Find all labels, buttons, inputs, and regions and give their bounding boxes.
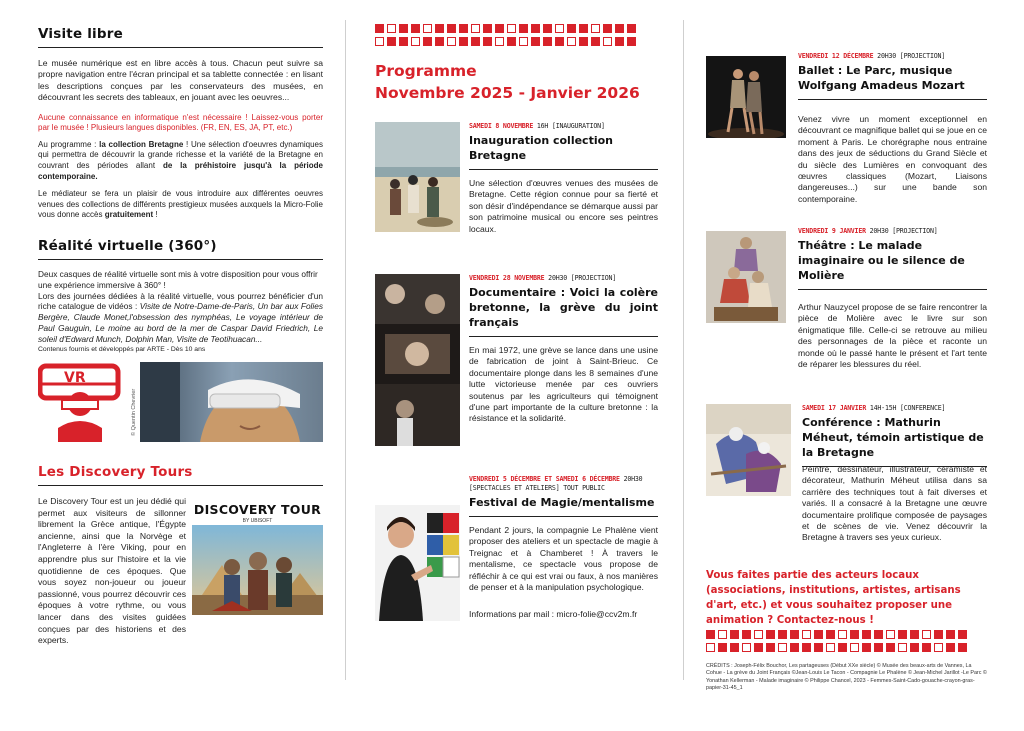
event-details <box>469 475 658 621</box>
visite-libre-mediateur <box>38 189 323 221</box>
event-rule <box>469 336 658 337</box>
decorative-squares-bottom <box>706 630 967 652</box>
event-details <box>469 274 658 425</box>
event-rule <box>469 169 658 170</box>
decorative-squares-top <box>375 24 636 46</box>
text-bold: gratuitement <box>104 210 154 220</box>
visite-libre-note: Aucune connaissance en informatique n'est nécessaire ! Laissez-vous porter par le musée ! Plusieurs langues disponibles. (FR, EN, ES, JA, PT, etc.) <box>38 112 323 133</box>
event-rule <box>469 516 658 517</box>
event-title: Ballet : Le Parc, musique Wolfgang Amadeus Mozart <box>798 64 965 92</box>
vr-label: VR <box>64 370 86 386</box>
call-to-action: Vous faites partie des acteurs locaux (associations, institutions, artistes, artisans d'art, etc.) et vous souhaitez proposer une animation ? Contactez-nous ! <box>706 570 961 626</box>
realite-catalogue <box>38 291 323 345</box>
text-fragment: Le médiateur se fera un plaisir de vous introduire aux différentes oeuvres venues des collections de différents prestigieux musées auxquels la Micro-Folie vous donne accès <box>38 188 323 220</box>
event-description: Venez vivre un moment exceptionnel en découvrant ce magnifique ballet qui se joue en ce moment à Paris. Le chorégraphe nous entraine dans des jeux de séductions du Grand Siècle et du siècle des Lumières en convoquant des œuvres classiques (Mozart, Liaisons dangereuses...) sur une bande son contemporaine. <box>798 114 987 204</box>
event-date: VENDREDI 28 NOVEMBRE <box>469 274 545 282</box>
event-rule <box>798 99 987 100</box>
event-festival-magie <box>375 475 658 665</box>
event-type: [SPECTACLES ET ATELIERS] TOUT PUBLIC <box>469 484 605 492</box>
event-date: SAMEDI 17 JANVIER <box>802 404 867 412</box>
section-rule <box>38 485 323 486</box>
event-image-ballet <box>706 56 786 138</box>
event-description: Pendant 2 jours, la compagnie Le Phalène vient proposer des ateliers et un spectacle de magie à Treignac et à Chamberet ! À travers le mentalisme, ce spectacle vous propose de réfléchir à ce qui est vrai ou faux, à nos manières de penser et à la manipulation psychologique. <box>469 525 658 593</box>
section-title-realite-virtuelle: Réalité virtuelle (360°) <box>38 238 217 254</box>
discovery-tour-logo <box>192 502 323 524</box>
event-description: En mai 1972, une grève se lance dans une usine de fabrication de joint à Saint-Brieuc. Ce documentaire plonge dans les 8 semaines d'une lutte victorieuse menée par ces ouvriers soutenus par les agriculteurs qui témoignent d'une part importante de la culture bretonne : la résistance et la solidarité. <box>469 345 658 424</box>
event-time-type: 16H [INAUGURATION] <box>533 122 605 130</box>
event-image-painting-beach <box>375 122 460 232</box>
programme-title <box>375 60 640 104</box>
event-meta <box>469 274 658 283</box>
event-description: Une sélection d'œuvres venues des musées de Bretagne. Cette région connue pour sa fierté et son désir d'indépendance se démarque aussi par son patrimoine musical ou encore ses peintres locaux. <box>469 178 658 234</box>
column-divider <box>345 20 346 680</box>
event-meta <box>469 475 658 484</box>
event-image-theatre <box>706 231 786 323</box>
realite-intro: Deux casques de réalité virtuelle sont mis à votre disposition pour vous offrir une expérience immersive à 360° ! <box>38 269 318 290</box>
visite-libre-intro: Le musée numérique est en libre accès à tous. Chacun peut suivre sa propre navigation entre l'écran principal et sa tablette connectée : en lisant les descriptions conçues par les conservateurs des musées, en découvrant les secrets des tableaux, en jouant avec les oeuvres... <box>38 58 323 103</box>
text-bold: la collection Bretagne <box>99 139 184 149</box>
event-image-documentary <box>375 274 460 446</box>
event-title: Festival de Magie/mentalisme <box>469 496 655 509</box>
event-ballet <box>706 52 987 222</box>
event-details <box>798 227 987 370</box>
column-divider <box>683 20 684 680</box>
event-time-type: 20H30 [PROJECTION] <box>865 227 938 235</box>
event-details <box>798 52 987 205</box>
text-bold: de la préhistoire jusqu'à la période contemporaine. <box>38 161 323 182</box>
text-fragment: Au programme : <box>38 139 100 149</box>
event-documentaire <box>375 274 658 454</box>
event-rule <box>798 289 987 290</box>
text-fragment: ! Une sélection d'oeuvres dynamiques qui permettra de découvrir la grande richesse et la variété de la Bretagne en couvrant des périodes allant <box>38 139 323 171</box>
event-date: VENDREDI 12 DÉCEMBRE <box>798 52 874 60</box>
visite-libre-programme <box>38 140 323 183</box>
event-title: Théâtre : Le malade imaginaire ou le silence de Molière <box>798 239 965 282</box>
section-rule <box>38 259 323 260</box>
event-contact: Informations par mail : micro-folie@ccv2m.fr <box>469 609 638 620</box>
event-theatre <box>706 227 987 407</box>
discovery-logo-text: DISCOVERY TOUR <box>193 502 322 517</box>
event-image-mentalist <box>375 505 460 621</box>
event-date: SAMEDI 8 NOVEMBRE <box>469 122 534 130</box>
event-time-type: 14H-15H [CONFERENCE] <box>866 404 946 412</box>
event-meta <box>802 404 987 413</box>
vr-user-photo <box>140 362 323 442</box>
section-title-visite-libre: Visite libre <box>38 26 123 42</box>
event-details <box>469 122 658 235</box>
realite-virtuelle-section <box>38 238 323 354</box>
visite-libre-section <box>38 26 323 221</box>
vr-headset-icon <box>38 362 128 444</box>
event-date: VENDREDI 5 DÉCEMBRE ET SAMEDI 6 DÉCEMBRE <box>469 475 620 483</box>
discovery-text: Le Discovery Tour est un jeu dédié qui permet aux visiteurs de sillonner librement la Grèce antique, l'Égypte ancienne, ainsi que la Norvège et l'Angleterre à l'ère Viking, pour en apprendre plus sur l'histoire et la vie quotidienne de ces époques. Que vous soyez non-joueur ou joueur passionné, vous pourrez découvrir ces époques à votre rythme, ou vous lancer dans des visites guidées conçues par des historiens et des experts. <box>38 496 186 646</box>
event-meta <box>798 227 987 236</box>
event-inauguration <box>375 122 658 237</box>
discovery-tour-image <box>192 525 323 615</box>
event-description: Peintre, dessinateur, illustrateur, céramiste et décorateur, Mathurin Méheut utilisa dans sa carrière des techniques tout à fait diverses et variés. Il a consacré à la Bretagne une œuvre documentaire prolifique composée de paysages et de scènes de vie. Venez découvrir la Bretagne à travers ses yeux curieux. <box>802 464 987 543</box>
credits: CRÉDITS : Joseph-Félix Bouchor, Les partageuses (Début XXe siècle) © Musée des beaux-arts de Vannes, La Cohue - La grève du Joint Français ©Jean-Louis Le Tacon - Compagnie Le Phalène © Jean-Michel Jarillot -Le Parc © Yonathan Kellerman - Malade imaginaire © Philippe Chancel, 2023 - Femmes-Saint-Cado-gouache-crayon-gras-papier-31-45_1 <box>706 663 987 692</box>
text-fragment: Lors des journées dédiées à la réalité virtuelle, vous pourrez bénéficier d'un riche catalogue de vidéos : <box>38 290 323 312</box>
event-description: Arthur Nauzycel propose de se faire rencontrer la pièce de Molière avec le livre sur son énigmatique fille. Celle-ci se retrouve au milieu des personnages de la pièce et raconte un monde où le passé hante le présent et l'art tente de réparer les blessures du réel. <box>798 302 987 370</box>
event-date: VENDREDI 9 JANVIER <box>798 227 866 235</box>
event-title: Conférence : Mathurin Méheut, témoin artistique de la Bretagne <box>802 416 984 459</box>
text-fragment: ! <box>153 210 158 220</box>
event-title: Inauguration collection Bretagne <box>469 134 613 162</box>
programme-title-line2: Novembre 2025 - Janvier 2026 <box>375 84 640 102</box>
event-time-type: 20H30 [PROJECTION] <box>544 274 617 282</box>
realite-source: Contenus fournis et développés par ARTE - Dès 10 ans <box>38 345 206 353</box>
event-meta <box>798 52 987 61</box>
event-conference <box>706 404 987 564</box>
event-title: Documentaire : Voici la colère bretonne, la grève du joint français <box>469 286 658 329</box>
event-time: 20H30 <box>619 475 643 483</box>
photo-credit: © Quentin Chevrier <box>131 388 137 436</box>
event-image-meheut-painting <box>706 404 791 496</box>
section-rule <box>38 47 323 48</box>
section-title-discovery: Les Discovery Tours <box>38 464 193 480</box>
text-italic: Visite de Notre-Dame-de-Paris, Un bar aux Folies Bergère, Claude Monet,l'obsession des nymphéas, Le voyage intérieur de Paul Gauguin, Le moine au bord de la mer de Caspar David Friedrich, Le soleil d'Edward Munch, Dolphin Man, Visite de Teotihuacan... <box>38 301 324 344</box>
programme-title-line1: Programme <box>375 62 477 80</box>
event-meta <box>469 122 658 131</box>
event-time-type: 20H30 [PROJECTION] <box>873 52 946 60</box>
ubisoft-label: BY UBISOFT <box>242 518 273 524</box>
